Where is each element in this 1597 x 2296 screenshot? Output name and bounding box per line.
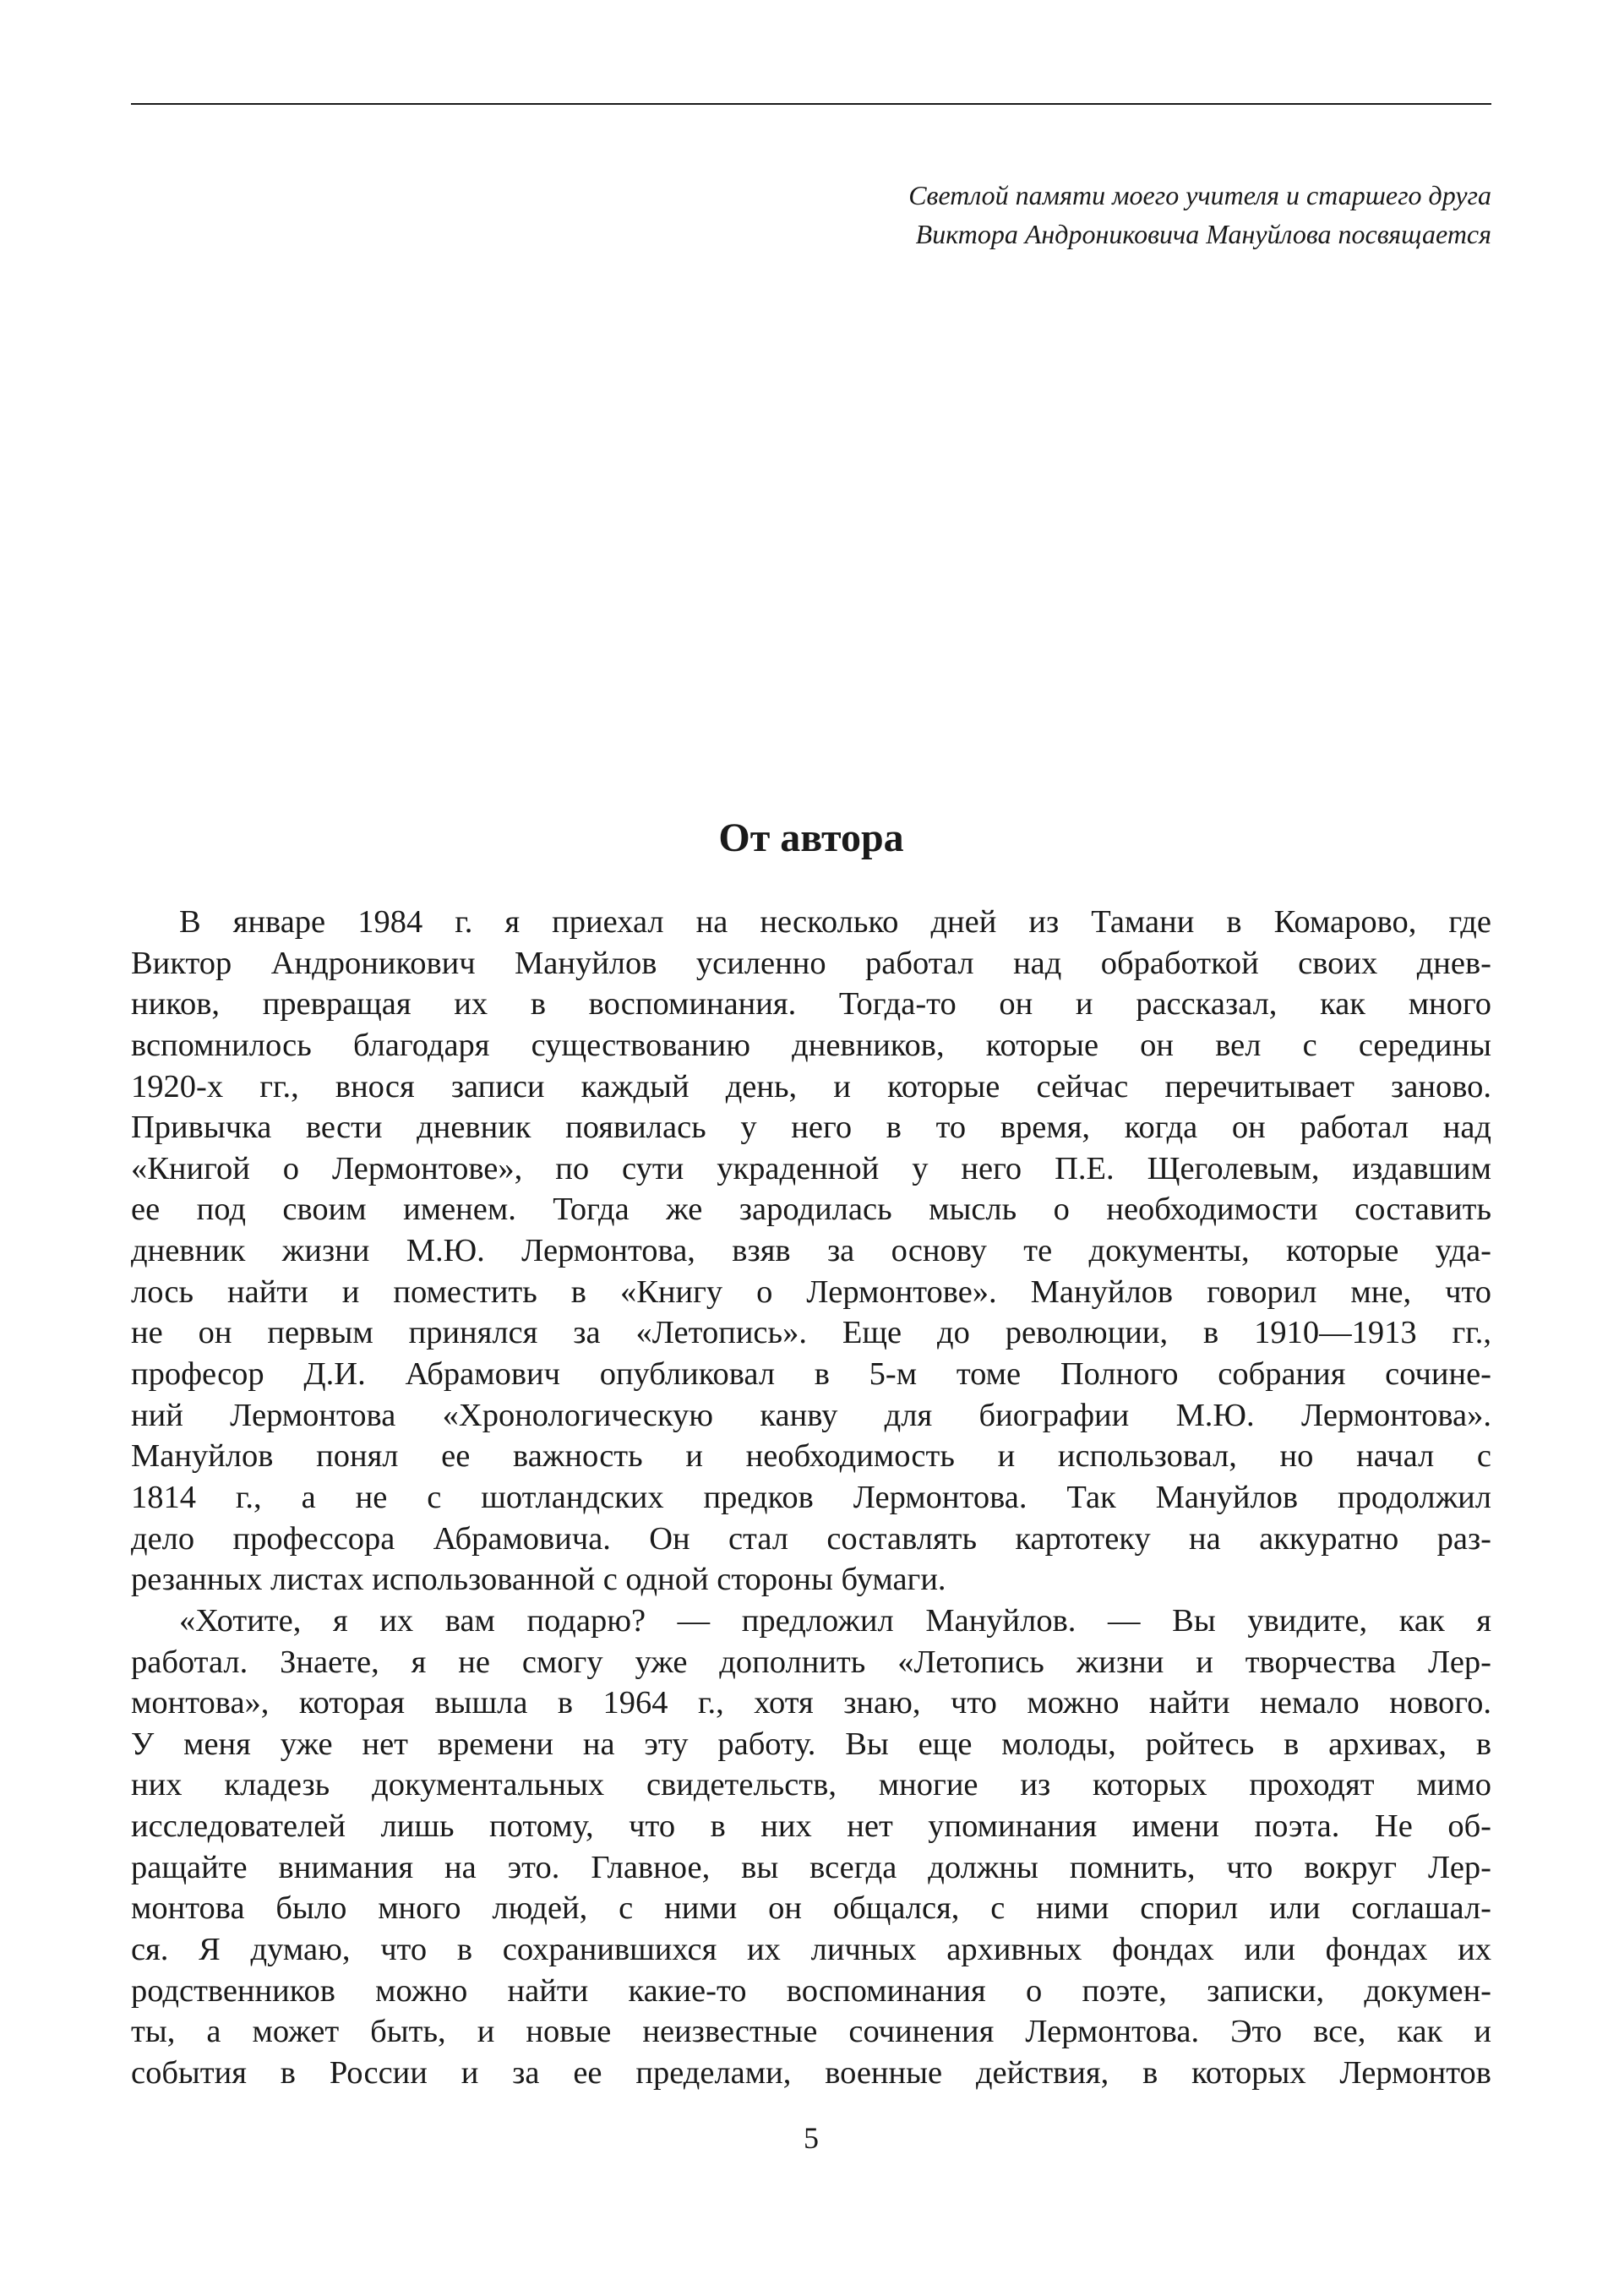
text-line: родственников можно найти какие-то воспоминания о поэте, записки, докумен- — [131, 1972, 1491, 2009]
text-line: ты, а может быть, и новые неизвестные сочинения Лермонтова. Это все, как и — [131, 2014, 1491, 2050]
text-line: них кладезь документальных свидетельств, многие из которых проходят мимо — [131, 1767, 1491, 1803]
text-line: ся. Я думаю, что в сохранившихся их личных архивных фондах или фондах их — [131, 1932, 1491, 1968]
page-number: 5 — [804, 2121, 819, 2155]
text-line: ников, превращая их в воспоминания. Тогда-то он и рассказал, как много — [131, 986, 1491, 1023]
text-line: професор Д.И. Абрамович опубликовал в 5-м томе Полного собрания сочине- — [131, 1356, 1491, 1393]
text-line: не он первым принялся за «Летопись». Еще до революции, в 1910—1913 гг., — [131, 1315, 1491, 1351]
top-rule — [131, 103, 1491, 105]
text-line: В январе 1984 г. я приехал на несколько дней из Тамани в Комарово, где — [179, 904, 1491, 940]
text-line: 1920-х гг., внося записи каждый день, и которые сейчас перечитывает заново. — [131, 1068, 1491, 1104]
epigraph — [646, 176, 1491, 254]
body-text — [131, 902, 1491, 2094]
text-line: Мануйлов понял ее важность и необходимость и использовал, но начал с — [131, 1438, 1491, 1475]
text-line: вспомнилось благодаря существованию дневников, которые он вел с середины — [131, 1027, 1491, 1063]
epigraph-line: Виктора Андрониковича Мануйлова посвящается — [915, 219, 1491, 249]
text-line: 1814 г., а не с шотландских предков Лермонтова. Так Мануйлов продолжил — [131, 1479, 1491, 1515]
section-heading: От автора — [718, 815, 904, 860]
text-line: лось найти и поместить в «Книгу о Лермонтове». Мануйлов говорил мне, что — [131, 1273, 1491, 1310]
text-line: ращайте внимания на это. Главное, вы всегда должны помнить, что вокруг Лер- — [131, 1849, 1491, 1885]
text-line: Виктор Андроникович Мануйлов усиленно работал над обработкой своих днев- — [131, 945, 1491, 981]
text-line: ний Лермонтова «Хронологическую канву для биографии М.Ю. Лермонтова». — [131, 1397, 1491, 1433]
epigraph-line: Светлой памяти моего учителя и старшего друга — [908, 180, 1491, 210]
text-line: события в России и за ее пределами, военные действия, в которых Лермонтов — [131, 2054, 1491, 2091]
text-line: работал. Знаете, я не смогу уже дополнить «Летопись жизни и творчества Лер- — [131, 1644, 1491, 1680]
text-line: У меня уже нет времени на эту работу. Вы еще молоды, ройтесь в архивах, в — [131, 1726, 1491, 1762]
text-line: монтова», которая вышла в 1964 г., хотя знаю, что можно найти немало нового. — [131, 1685, 1491, 1721]
text-line: резанных листах использованной с одной стороны бумаги. — [131, 1562, 946, 1598]
text-line: дело профессора Абрамовича. Он стал составлять картотеку на аккуратно раз- — [131, 1520, 1491, 1557]
text-line: Привычка вести дневник появилась у него в то время, когда он работал над — [131, 1110, 1491, 1146]
text-line: дневник жизни М.Ю. Лермонтова, взяв за основу те документы, которые уда- — [131, 1233, 1491, 1269]
text-line: «Хотите, я их вам подарю? — предложил Мануйлов. — Вы увидите, как я — [179, 1602, 1491, 1639]
text-line: «Книгой о Лермонтове», по сути украденной у него П.Е. Щеголевым, издавшим — [131, 1150, 1491, 1186]
text-line: монтова было много людей, с ними он общался, с ними спорил или соглашал- — [131, 1890, 1491, 1927]
text-line: исследователей лишь потому, что в них нет упоминания имени поэта. Не об- — [131, 1808, 1491, 1845]
text-line: ее под своим именем. Тогда же зародилась мысль о необходимости составить — [131, 1192, 1491, 1228]
